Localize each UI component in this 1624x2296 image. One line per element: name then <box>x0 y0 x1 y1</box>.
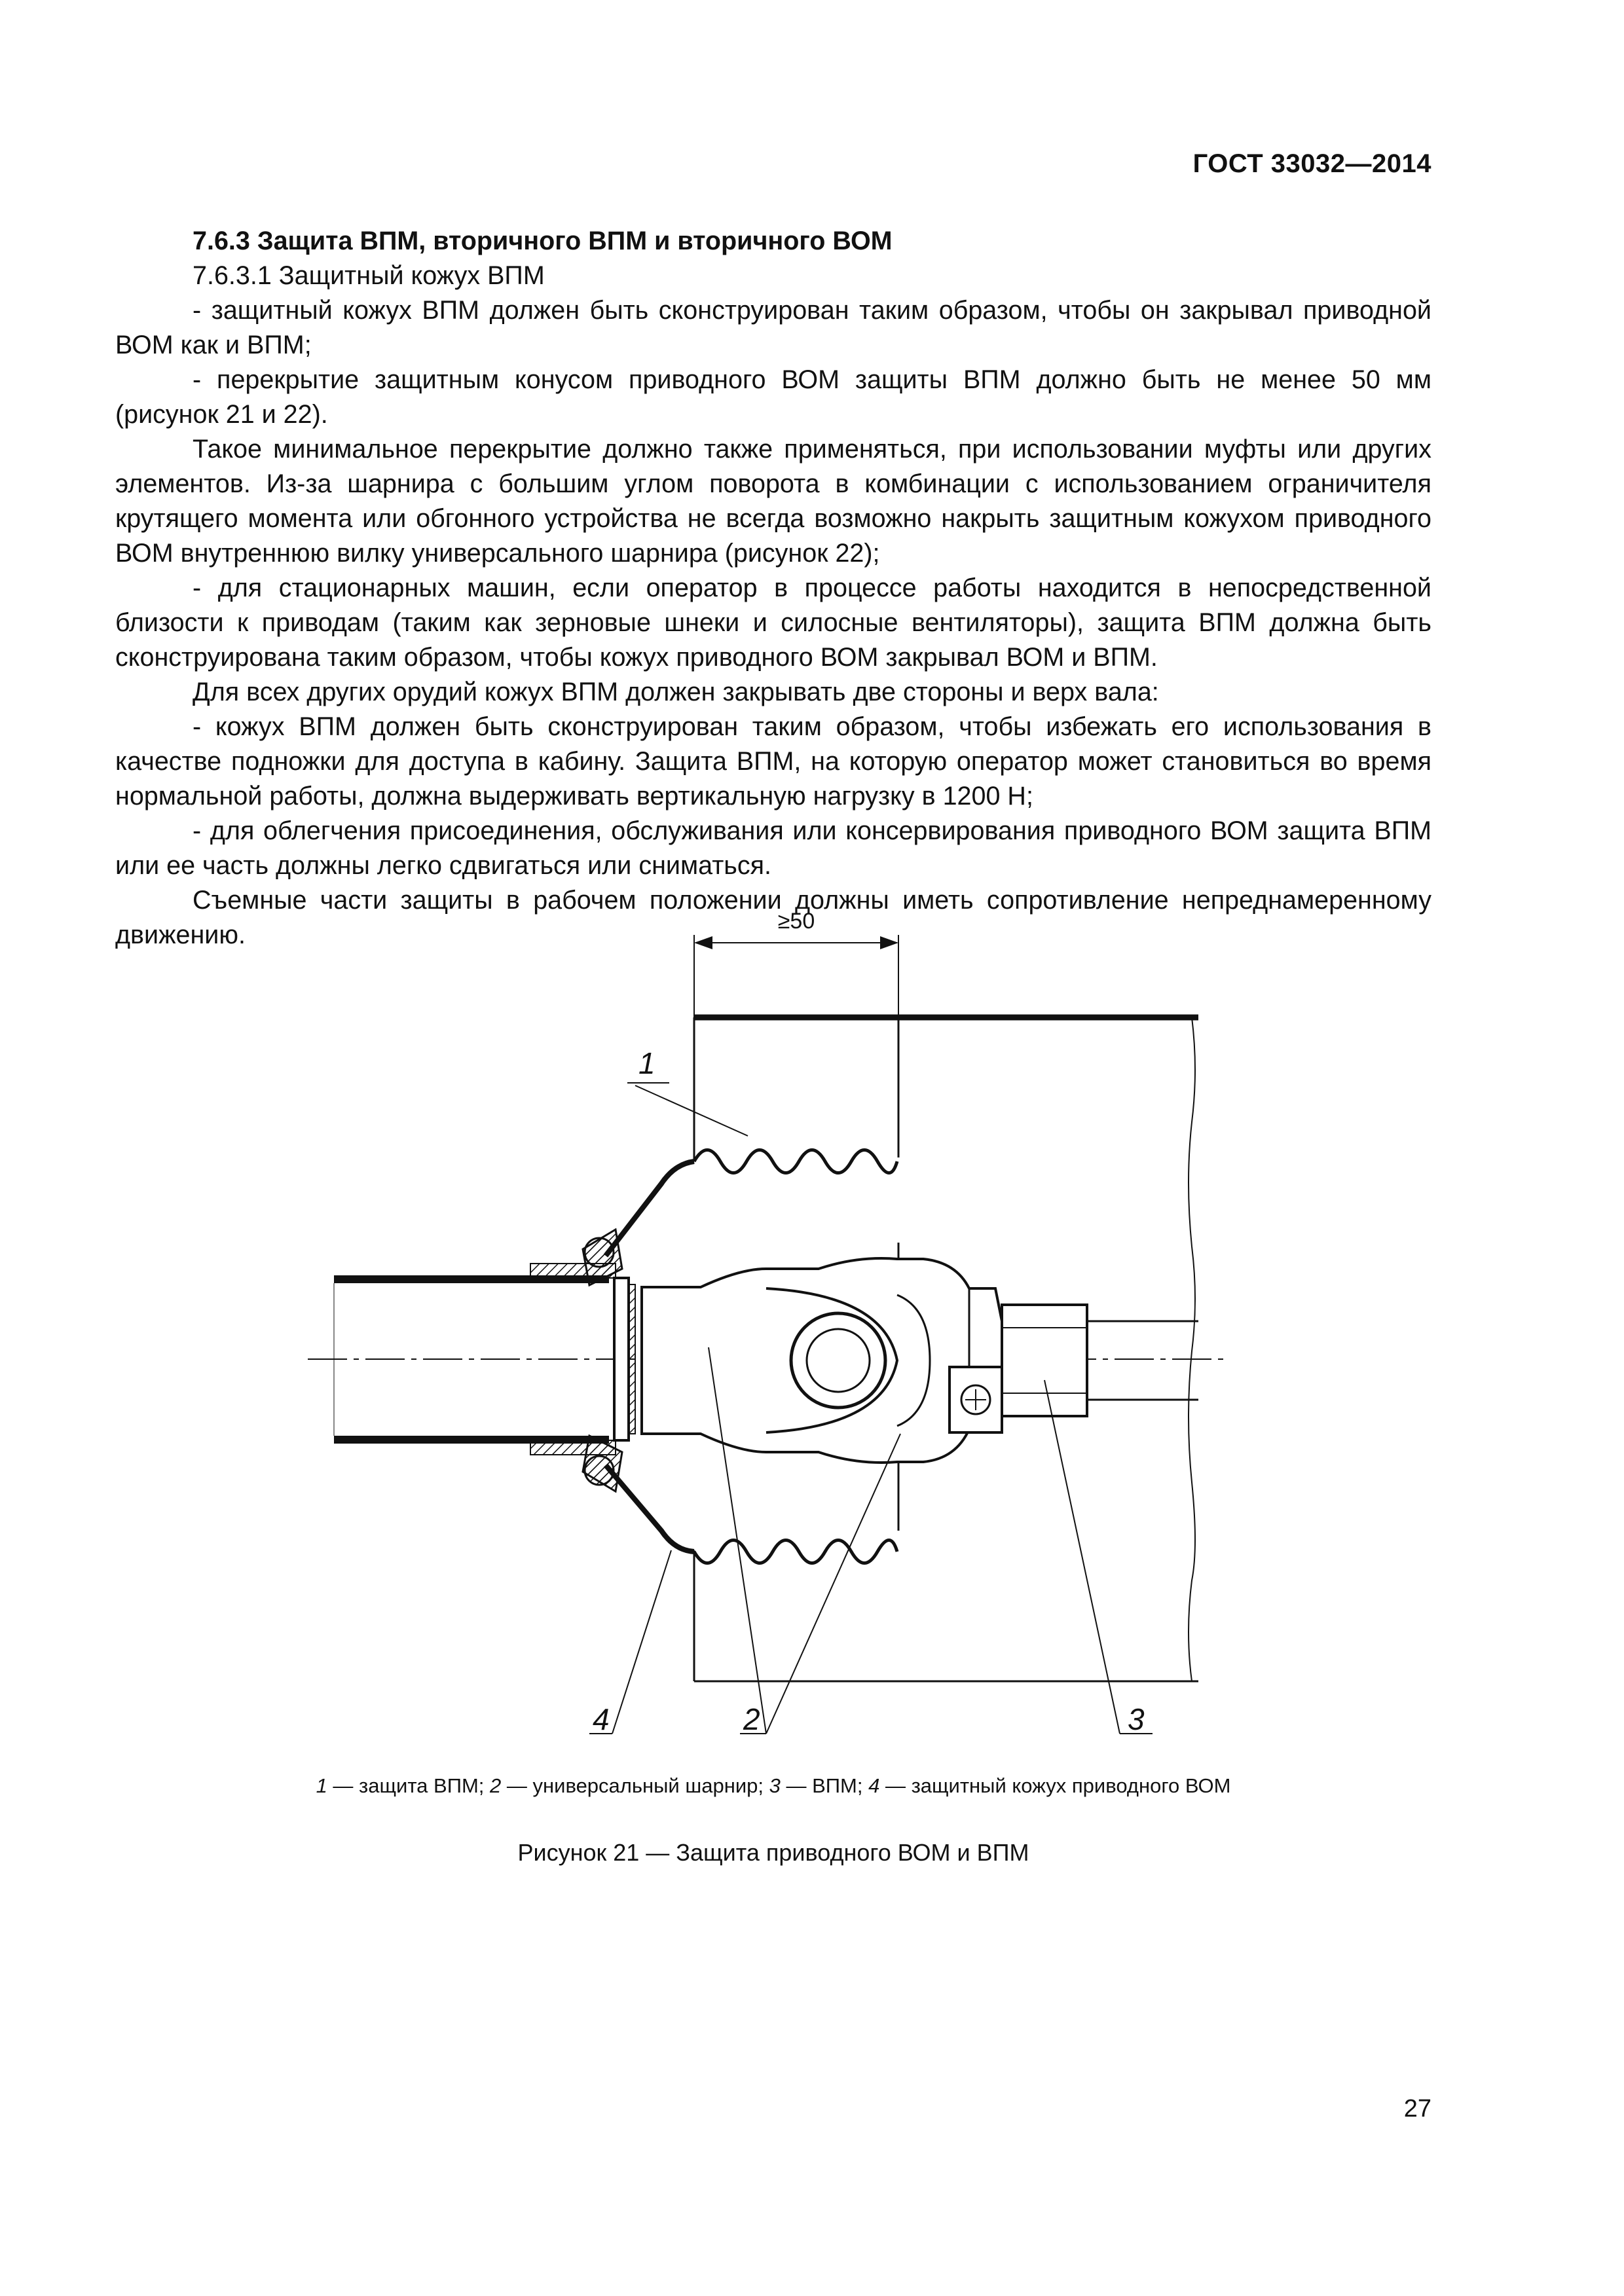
page-number: 27 <box>1403 2095 1431 2123</box>
subsection-heading: 7.6.3.1 Защитный кожух ВПМ <box>193 261 545 290</box>
paragraph: - защитный кожух ВПМ должен быть сконструирован таким образом, чтобы он закрывал приводной ВОМ как и ВПМ; <box>115 296 1431 359</box>
callout-4: 4 <box>593 1702 610 1736</box>
paragraph: Для всех других орудий кожух ВПМ должен закрывать две стороны и верх вала: <box>193 678 1159 706</box>
dimension-label: ≥50 <box>777 909 815 934</box>
dimension-overlap <box>694 909 898 1020</box>
technical-drawing <box>308 902 1257 1753</box>
legend-text: — универсальный шарнир; <box>501 1774 769 1797</box>
legend-number: 2 <box>490 1774 502 1797</box>
legend-text: — защита ВПМ; <box>327 1774 490 1797</box>
callout-1: 1 <box>638 1046 655 1080</box>
paragraph: - перекрытие защитным конусом приводного ВОМ защиты ВПМ должно быть не менее 50 мм (рисунок 21 и 22). <box>115 365 1431 429</box>
universal-joint <box>642 1258 1002 1463</box>
callout-3: 3 <box>1128 1702 1145 1736</box>
callout-2: 2 <box>743 1702 760 1736</box>
section-heading: 7.6.3 Защита ВПМ, вторичного ВПМ и вторичного ВОМ <box>193 227 893 255</box>
paragraph: Съемные части защиты в рабочем положении должны иметь сопротивление непреднамеренному движению. <box>115 886 1431 949</box>
paragraph: - для облегчения присоединения, обслуживания или консервирования приводного ВОМ защита ВПМ или ее часть должны легко сдвигаться или сниматься. <box>115 816 1431 880</box>
legend-text: — защитный кожух приводного ВОМ <box>879 1774 1231 1797</box>
body-text <box>115 224 1431 953</box>
drawing-svg <box>308 902 1257 1753</box>
legend-number: 1 <box>316 1774 327 1797</box>
document-code: ГОСТ 33032—2014 <box>1192 149 1431 178</box>
legend-number: 3 <box>769 1774 781 1797</box>
legend-text: — ВПМ; <box>780 1774 869 1797</box>
paragraph: - кожух ВПМ должен быть сконструирован таким образом, чтобы избежать его использования в качестве подножки для доступа в кабину. Защита ВПМ, на которую оператор может становиться во время нормальной работы, должна выдерживать вертикальную нагрузку в 1200 Н; <box>115 712 1431 811</box>
paragraph: - для стационарных машин, если оператор в процессе работы находится в непосредственной близости к приводам (таким как зерновые шнеки и силосные вентиляторы), защита ВПМ должна быть сконструирована таким образом, чтобы кожух приводного ВОМ закрывал ВОМ и ВПМ. <box>115 574 1431 672</box>
paragraph: Такое минимальное перекрытие должно также применяться, при использовании муфты или других элементов. Из-за шарнира с большим углом поворота в комбинации с использованием ограничителя крутящего момента или обгонного устройства не всегда возможно накрыть защитным кожухом приводного ВОМ внутреннюю вилку универсального шарнира (рисунок 22); <box>115 435 1431 568</box>
legend-number: 4 <box>868 1774 880 1797</box>
figure-legend <box>115 1773 1431 1799</box>
figure-title: Рисунок 21 — Защита приводного ВОМ и ВПМ <box>517 1839 1029 1866</box>
